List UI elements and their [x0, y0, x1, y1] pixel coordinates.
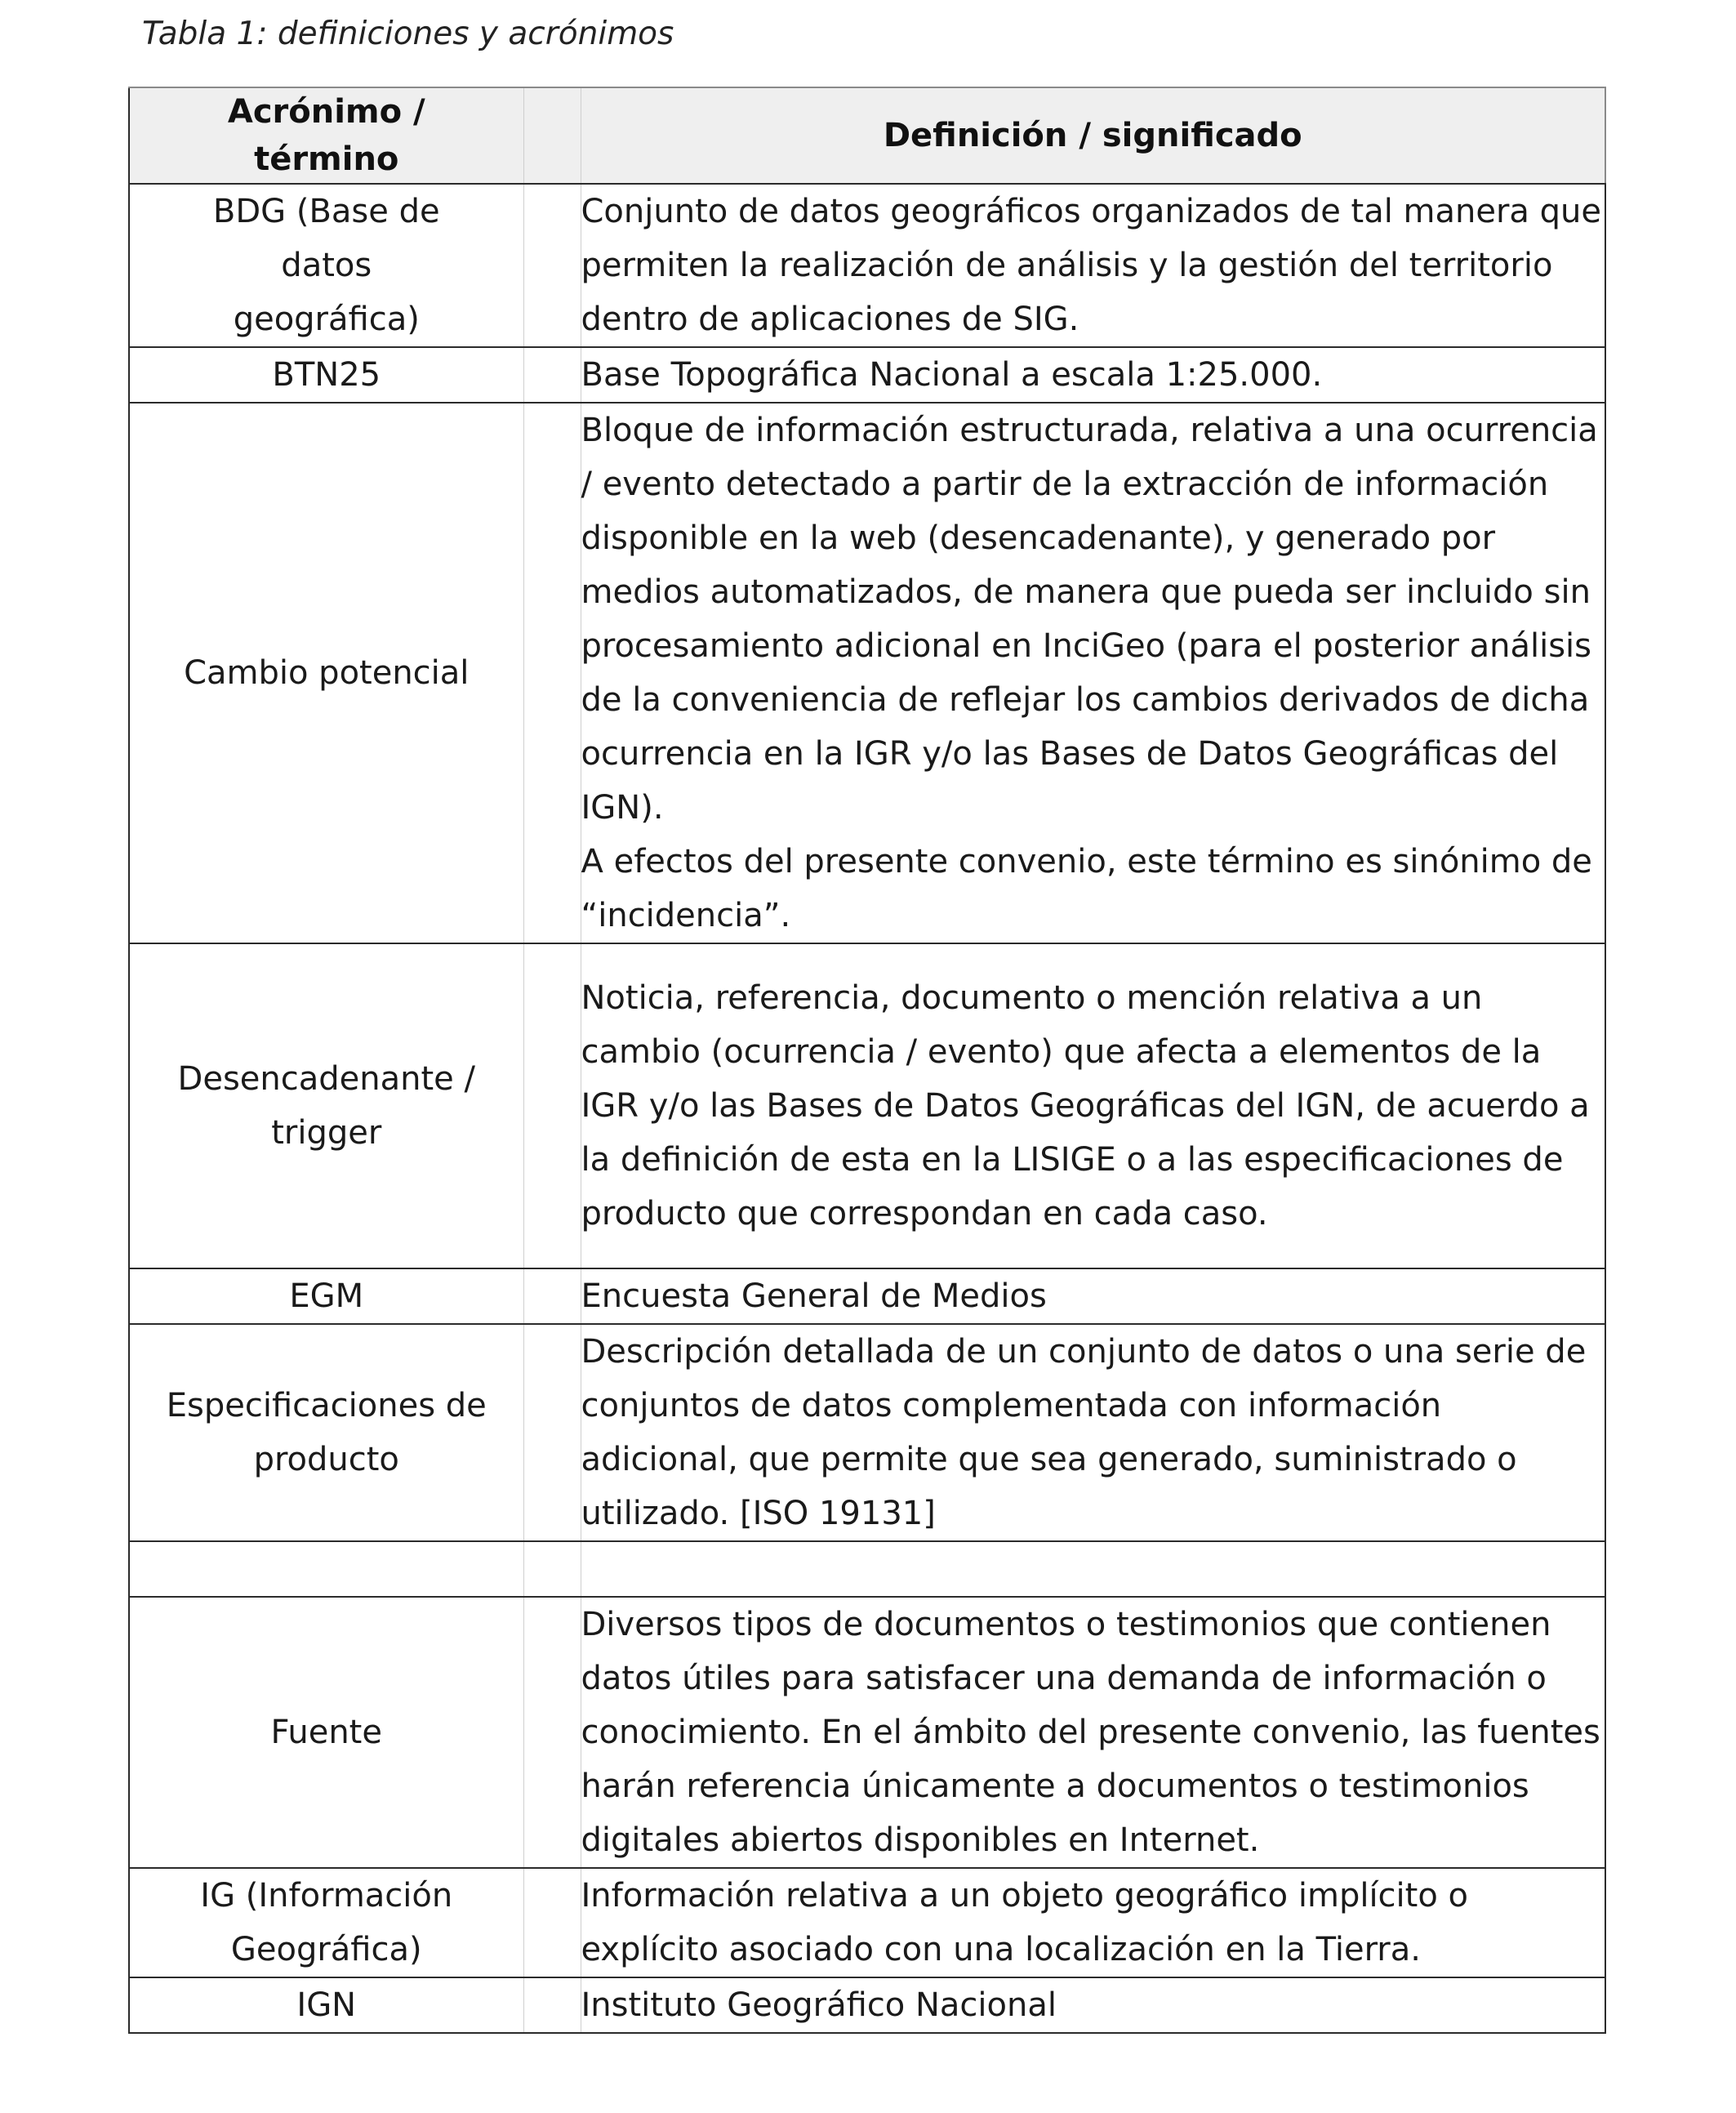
row-term: Fuente — [129, 1597, 523, 1868]
row-spacer — [523, 1541, 581, 1597]
row-term: BTN25 — [129, 347, 523, 403]
table-row — [129, 1868, 1605, 1977]
definition-text: Información relativa a un objeto geográfico implícito o explícito asociado con una localización en la Tierra. — [581, 1877, 1469, 1968]
row-spacer — [523, 347, 581, 403]
definition-text: A efectos del presente convenio, este término es sinónimo de “incidencia”. — [581, 843, 1592, 934]
row-term: Cambio potencial — [129, 403, 523, 943]
row-term: IG (Información Geográfica) — [129, 1868, 523, 1977]
row-spacer — [523, 1324, 581, 1541]
row-spacer — [523, 1868, 581, 1977]
row-definition — [581, 1868, 1605, 1977]
row-spacer — [523, 943, 581, 1268]
definition-text: Instituto Geográfico Nacional — [581, 1986, 1057, 2024]
header-empty — [523, 87, 581, 184]
row-definition — [581, 347, 1605, 403]
header-term: Acrónimo / término — [129, 87, 523, 184]
row-spacer — [523, 1977, 581, 2033]
table-header-row — [129, 87, 1605, 184]
table-row — [129, 347, 1605, 403]
definitions-table — [128, 87, 1606, 2034]
table-caption: Tabla 1: definiciones y acrónimos — [142, 16, 674, 52]
table-row — [129, 1977, 1605, 2033]
row-definition — [581, 1324, 1605, 1541]
row-term: Desencadenante / trigger — [129, 943, 523, 1268]
table-row — [129, 1268, 1605, 1324]
table-row — [129, 943, 1605, 1268]
table-row — [129, 184, 1605, 347]
definition-text: Diversos tipos de documentos o testimonios que contienen datos útiles para satisfacer una demanda de información o conocimiento. En el ámbito del presente convenio, las fuentes harán referencia únicamente a documentos o testimonios digitales abiertos disponibles en Internet. — [581, 1606, 1600, 1859]
row-spacer — [523, 403, 581, 943]
definition-text: Descripción detallada de un conjunto de datos o una serie de conjuntos de datos complementada con información adicional, que permite que sea generado, suministrado o utilizado. [ISO 19131] — [581, 1333, 1587, 1532]
row-spacer — [523, 1268, 581, 1324]
row-definition — [581, 1268, 1605, 1324]
row-spacer — [523, 1597, 581, 1868]
row-spacer — [523, 184, 581, 347]
row-term — [129, 1541, 523, 1597]
header-definition: Definición / significado — [581, 87, 1605, 184]
table-row — [129, 1541, 1605, 1597]
row-term: IGN — [129, 1977, 523, 2033]
row-term: EGM — [129, 1268, 523, 1324]
definition-text: Conjunto de datos geográficos organizados de tal manera que permiten la realización de análisis y la gestión del territorio dentro de aplicaciones de SIG. — [581, 193, 1602, 338]
table-row — [129, 1597, 1605, 1868]
table-row — [129, 403, 1605, 943]
row-definition — [581, 1541, 1605, 1597]
row-definition — [581, 403, 1605, 943]
table-row — [129, 1324, 1605, 1541]
row-definition — [581, 943, 1605, 1268]
row-definition — [581, 1597, 1605, 1868]
row-definition — [581, 1977, 1605, 2033]
row-term: BDG (Base de datos geográfica) — [129, 184, 523, 347]
definition-text: Base Topográfica Nacional a escala 1:25.000. — [581, 356, 1323, 394]
definition-text: Noticia, referencia, documento o mención relativa a un cambio (ocurrencia / evento) que afecta a elementos de la IGR y/o las Bases de Datos Geográficas del IGN, de acuerdo a la definición de esta en la LISIGE o a las especificaciones de producto que correspondan en cada caso. — [581, 979, 1590, 1233]
definition-text: Bloque de información estructurada, relativa a una ocurrencia / evento detectado a partir de la extracción de información disponible en la web (desencadenante), y generado por medios automatizados, de manera que pueda ser incluido sin procesamiento adicional en InciGeo (para el posterior análisis de la conveniencia de reflejar los cambios derivados de dicha ocurrencia en la IGR y/o las Bases de Datos Geográficas del IGN). — [581, 412, 1598, 827]
row-term: Especificaciones de producto — [129, 1324, 523, 1541]
row-definition — [581, 184, 1605, 347]
definition-text: Encuesta General de Medios — [581, 1277, 1047, 1315]
